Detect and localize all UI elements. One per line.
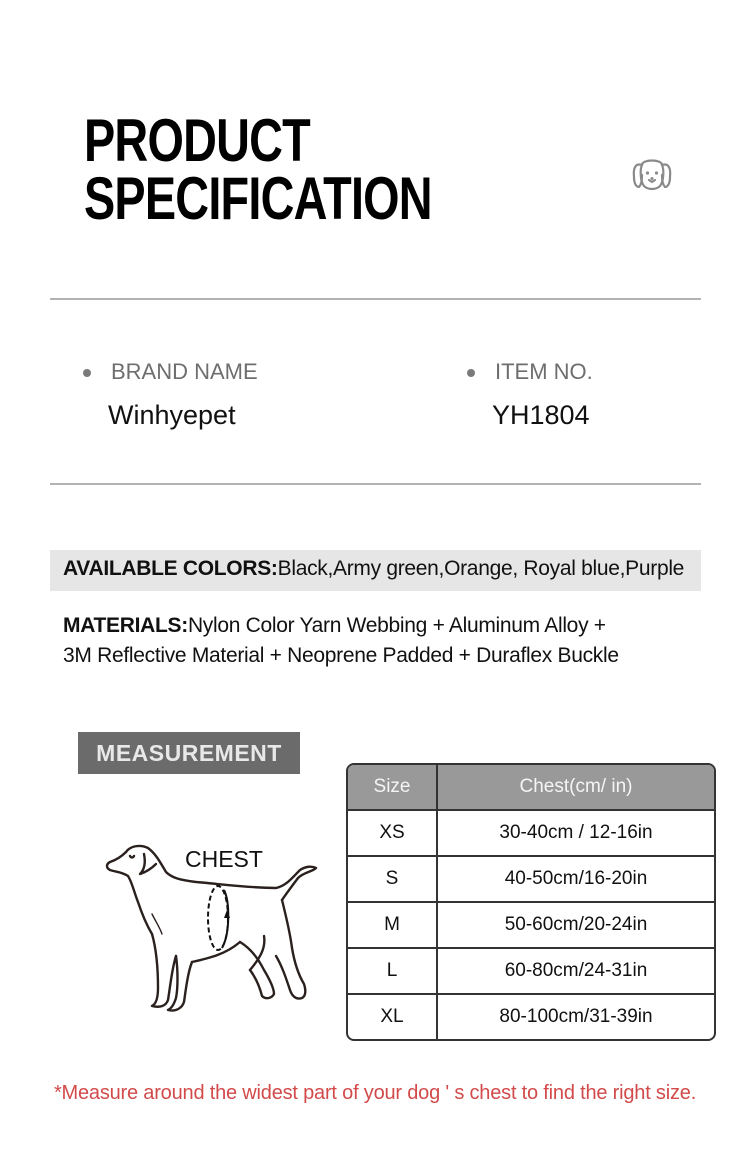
chest-cell: 60-80cm/24-31in	[438, 949, 714, 995]
available-colors-label: AVAILABLE COLORS:	[63, 557, 278, 580]
materials-line-1: Nylon Color Yarn Webbing + Aluminum Alloy +	[187, 614, 606, 637]
table-row	[348, 903, 714, 949]
measurement-badge: MEASUREMENT	[78, 732, 300, 774]
materials-label: MATERIALS:	[63, 614, 188, 637]
size-cell: M	[348, 903, 438, 949]
size-table	[346, 763, 716, 1041]
table-row	[348, 811, 714, 857]
item-no-label: ITEM NO.	[495, 359, 593, 384]
page-title	[84, 107, 432, 232]
table-row	[348, 949, 714, 995]
size-cell: XS	[348, 811, 438, 857]
dog-face-icon	[630, 155, 674, 195]
size-cell: XL	[348, 995, 438, 1039]
measure-note: *Measure around the widest part of your dog ' s chest to find the right size.	[53, 1082, 697, 1104]
divider-top	[50, 298, 701, 300]
table-header-row	[348, 765, 714, 811]
size-cell: S	[348, 857, 438, 903]
materials	[63, 611, 619, 671]
title-line-2: SPECIFICATION	[84, 165, 432, 232]
brand-name-label: BRAND NAME	[111, 359, 258, 384]
header-chest: Chest(cm/ in)	[438, 765, 714, 811]
chest-cell: 30-40cm / 12-16in	[438, 811, 714, 857]
available-colors	[63, 557, 684, 581]
header-size: Size	[348, 765, 438, 811]
chest-cell: 80-100cm/31-39in	[499, 1006, 653, 1027]
size-cell: L	[348, 949, 438, 995]
bullet-icon	[83, 369, 91, 377]
brand-name-value: Winhyepet	[108, 400, 236, 430]
item-no-value: YH1804	[492, 400, 590, 430]
table-row	[348, 995, 714, 1039]
divider-bottom	[50, 483, 701, 485]
table-row	[348, 857, 714, 903]
chest-cell: 50-60cm/20-24in	[438, 903, 714, 949]
bullet-icon	[467, 369, 475, 377]
title-line-1: PRODUCT	[84, 107, 310, 174]
chest-cell: 40-50cm/16-20in	[438, 857, 714, 903]
chest-label: CHEST	[185, 846, 263, 872]
materials-line-2: 3M Reflective Material + Neoprene Padded + Duraflex Buckle	[63, 644, 619, 667]
available-colors-value: Black,Army green,Orange, Royal blue,Purple	[277, 557, 685, 580]
